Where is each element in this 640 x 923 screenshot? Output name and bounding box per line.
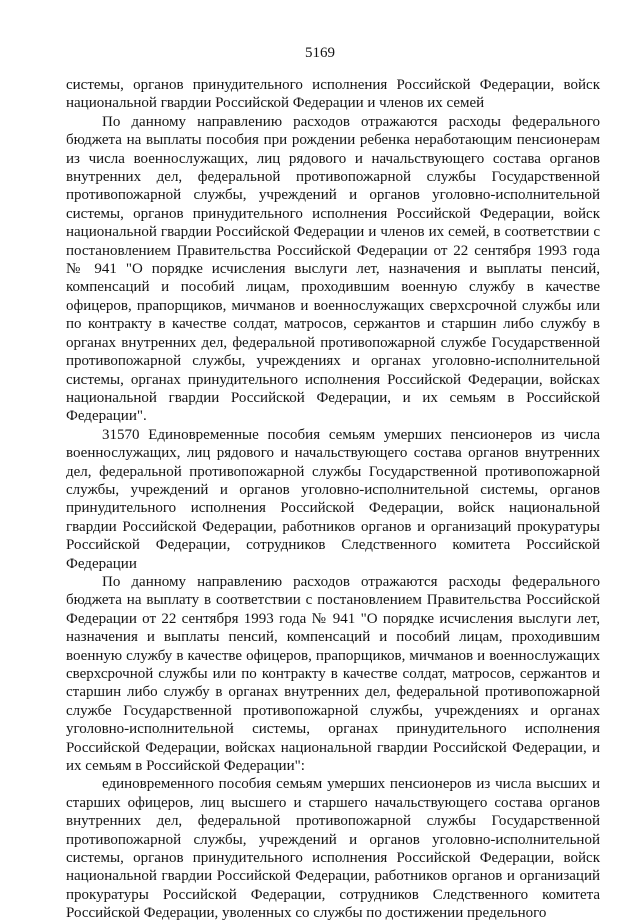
paragraph-5: единовременного пособия семьям умерших пенсионеров из числа высших и старших офицеров, лиц высшего и старшего начальствующего состава органов внутренних дел, федеральной противопожарной службы Государственной противопожарной службы, учреждений и органов уголовно-исполнительной системы, органов принудительного исполнения Российской Федерации, войск национальной гвардии Российской Федерации, работников органов и организаций прокуратуры Российской Федерации, сотрудников Следственного комитета Российской Федерации, уволенных со службы по достижении предельного: [66, 776, 600, 922]
paragraph-4: По данному направлению расходов отражаются расходы федерального бюджета на выплату в соответствии с постановлением Правительства Российской Федерации от 22 сентября 1993 года № 941 "О порядке исчисления выслуги лет, назначения и выплаты пенсий, компенсаций и пособий лицам, проходившим военную службу в качестве офицеров, прапорщиков, мичманов и военнослужащих сверхсрочной службы или по контракту в качестве солдат, матросов, сержантов и старшин либо службу в органах внутренних дел, федеральной противопожарной службе Государственной противопожарной службы, учреждениях и органах уголовно-исполнительной системы, органах принудительного исполнения Российской Федерации, войсках национальной гвардии Российской Федерации, и их семьям в Российской Федерации":: [66, 573, 600, 775]
paragraph-3-section-31570: 31570 Единовременные пособия семьям умерших пенсионеров из числа военнослужащих, лиц рядового и начальствующего состава органов внутренних дел, федеральной противопожарной службы Государственной противопожарной службы, учреждений и органов уголовно-исполнительной системы, органов принудительного исполнения Российской Федерации, войск национальной гвардии Российской Федерации, работников органов и организаций прокуратуры Российской Федерации, сотрудников Следственного комитета Российской Федерации: [66, 426, 600, 572]
paragraph-2: По данному направлению расходов отражаются расходы федерального бюджета на выплаты пособия при рождении ребенка неработающим пенсионерам из числа военнослужащих, лиц рядового и начальствующего состава органов внутренних дел, федеральной противопожарной службы Государственной противопожарной службы, учреждений и органов уголовно-исполнительной системы, органов принудительного исполнения Российской Федерации, войск национальной гвардии Российской Федерации и членов их семей, в соответствии с постановлением Правительства Российской Федерации от 22 сентября 1993 года № 941 "О порядке исчисления выслуги лет, назначения и выплаты пенсий, компенсаций и пособий лицам, проходившим военную службу в качестве офицеров, прапорщиков, мичманов и военнослужащих сверхсрочной службы или по контракту в качестве солдат, матросов, сержантов и старшин либо службу в органах внутренних дел, федеральной противопожарной службе Государственной противопожарной службы, учреждениях и органах уголовно-исполнительной системы, органах принудительного исполнения Российской Федерации, войсках национальной гвардии Российской Федерации, и их семьям в Российской Федерации".: [66, 113, 600, 425]
document-body: [66, 76, 600, 923]
page-number: 5169: [305, 45, 335, 61]
paragraph-1: системы, органов принудительного исполнения Российской Федерации, войск национальной гвардии Российской Федерации и членов их семей: [66, 77, 600, 112]
